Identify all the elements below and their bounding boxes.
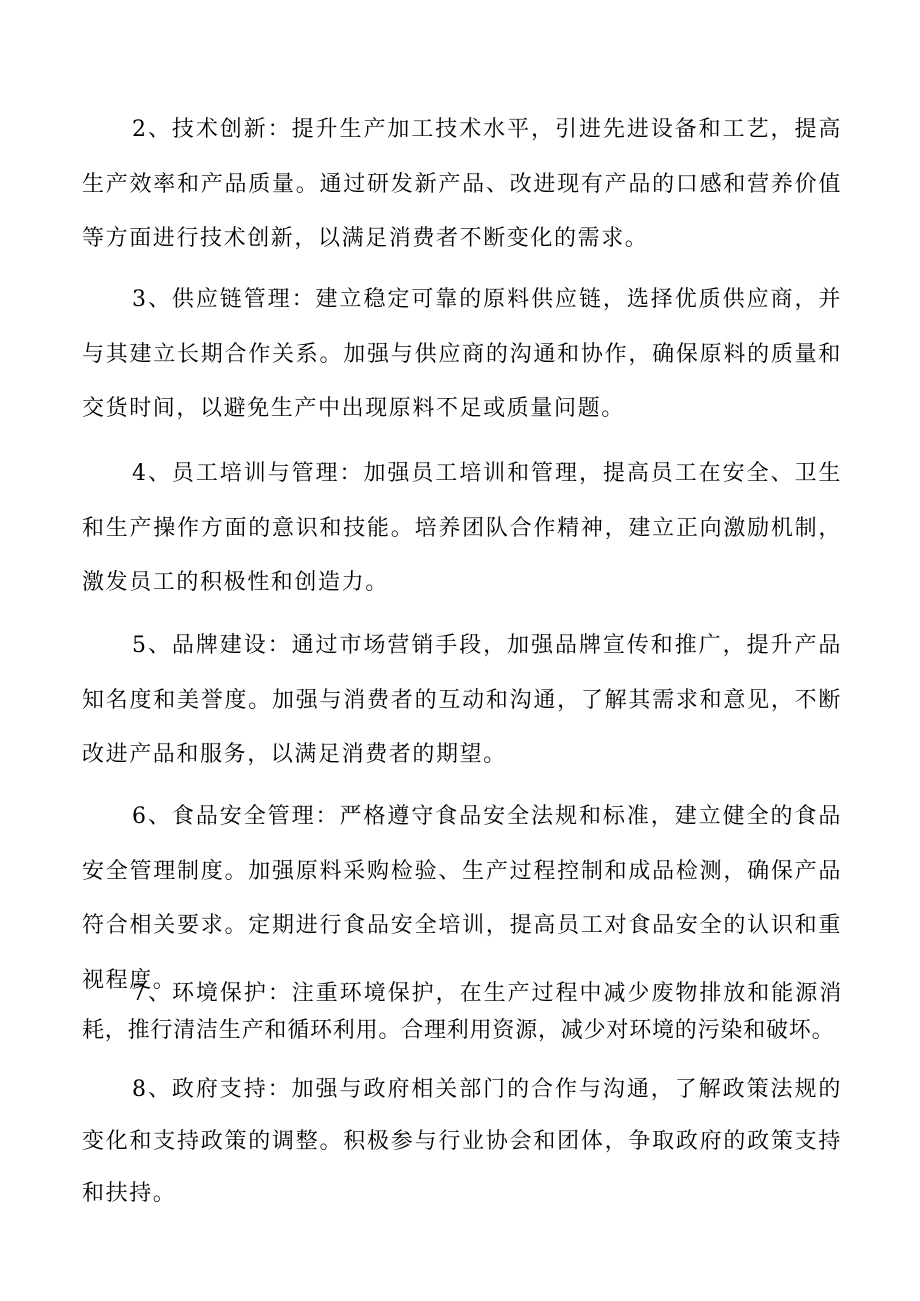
paragraph-staff-training: 4、员工培训与管理：加强员工培训和管理，提高员工在安全、卫生和生产操作方面的意识和技能。培养团队合作精神，建立正向激励机制，激发员工的积极性和创造力。 (82, 461, 842, 595)
paragraph-brand-building: 5、品牌建设：通过市场营销手段，加强品牌宣传和推广，提升产品知名度和美誉度。加强与消费者的互动和沟通，了解其需求和意见，不断改进产品和服务，以满足消费者的期望。 (82, 633, 842, 767)
paragraph-supply-chain: 3、供应链管理：建立稳定可靠的原料供应链，选择优质供应商，并与其建立长期合作关系。加强与供应商的沟通和协作，确保原料的质量和交货时间，以避免生产中出现原料不足或质量问题。 (82, 287, 842, 421)
paragraph-environment: 7、环境保护：注重环境保护，在生产过程中减少废物排放和能源消耗，推行清洁生产和循环利用。合理利用资源，减少对环境的污染和破坏。 (82, 981, 842, 1043)
paragraph-government-support: 8、政府支持：加强与政府相关部门的合作与沟通，了解政策法规的变化和支持政策的调整。积极参与行业协会和团体，争取政府的政策支持和扶持。 (82, 1077, 842, 1206)
paragraph-food-safety: 6、食品安全管理：严格遵守食品安全法规和标准，建立健全的食品安全管理制度。加强原料采购检验、生产过程控制和成品检测，确保产品符合相关要求。定期进行食品安全培训，提高员工对食品安全的认识和重视程度。 (82, 804, 842, 993)
paragraph-tech-innovation: 2、技术创新：提升生产加工技术水平，引进先进设备和工艺，提高生产效率和产品质量。通过研发新产品、改进现有产品的口感和营养价值等方面进行技术创新，以满足消费者不断变化的需求。 (82, 117, 842, 251)
